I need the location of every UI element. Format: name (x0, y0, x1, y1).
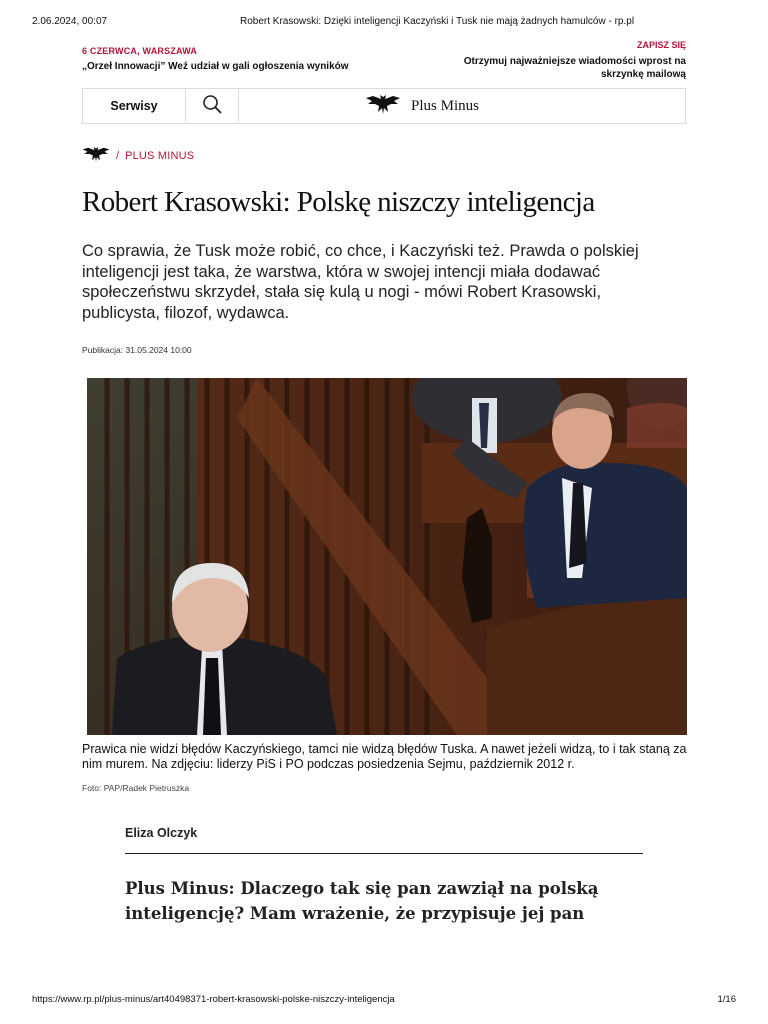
photo-caption: Prawica nie widzi błędów Kaczyńskiego, tamci nie widzą błędów Tuska. A nawet jeżeli widzą, to i tak staną za nim murem. Na zdjęciu: liderzy PiS i PO podczas posiedzenia Sejmu, październik 2012 r. (82, 742, 687, 771)
print-footer (32, 994, 736, 1008)
photo-credit: Foto: PAP/Radek Pietruszka (82, 783, 190, 793)
event-promo[interactable] (82, 46, 349, 72)
article-headline: Robert Krasowski: Polskę niszczy inteligencja (82, 186, 595, 218)
print-url: https://www.rp.pl/plus-minus/art40498371-robert-krasowski-polske-niszczy-inteligencja (32, 994, 395, 1005)
print-page-number: 1/16 (717, 994, 736, 1005)
promo-kicker: 6 CZERWCA, WARSZAWA (82, 46, 198, 56)
eagle-logo-icon[interactable] (82, 145, 110, 166)
brand-label: Plus Minus (411, 97, 479, 114)
eagle-logo-icon (365, 93, 401, 120)
article-body-start: Plus Minus: Dlaczego tak się pan zawziął na polską inteligencję? Mam wrażenie, że przypisuje jej pan (125, 879, 599, 923)
subscribe-text: Otrzymuj najważniejsze wiadomości wprost na skrzynkę mailową (463, 56, 686, 80)
divider (125, 853, 643, 854)
breadcrumb (82, 145, 194, 166)
print-datetime: 2.06.2024, 00:07 (32, 16, 108, 27)
newsletter-signup[interactable] (446, 40, 686, 81)
search-button[interactable] (186, 89, 239, 123)
serwisy-menu-button[interactable]: Serwisy (83, 89, 186, 123)
search-icon (202, 94, 222, 119)
article-photo (87, 378, 687, 735)
article-lead: Co sprawia, że Tusk może robić, co chce, i Kaczyński też. Prawda o polskiej inteligencji jest taka, że warstwa, która w swojej intencji miała dodawać społeczeństwu skrzydeł, stała się kulą u nogi - mówi Robert Krasowski, publicysta, filozof, wydawca. (82, 242, 639, 323)
breadcrumb-separator: / (116, 149, 120, 162)
print-page-title: Robert Krasowski: Dzięki inteligencji Kaczyński i Tusk nie mają żadnych hamulców - rp.pl (240, 16, 635, 27)
top-navigation-bar (82, 88, 686, 124)
section-brand-link[interactable] (239, 89, 685, 123)
subscribe-link[interactable]: ZAPISZ SIĘ (636, 40, 686, 50)
publication-date: Publikacja: 31.05.2024 10:00 (82, 345, 192, 355)
print-header (32, 16, 736, 30)
breadcrumb-section-link[interactable]: PLUS MINUS (125, 149, 195, 162)
promo-link[interactable]: „Orzeł Innowacji” Weź udział w gali ogłoszenia wyników (82, 61, 349, 72)
author-name[interactable]: Eliza Olczyk (125, 826, 198, 840)
